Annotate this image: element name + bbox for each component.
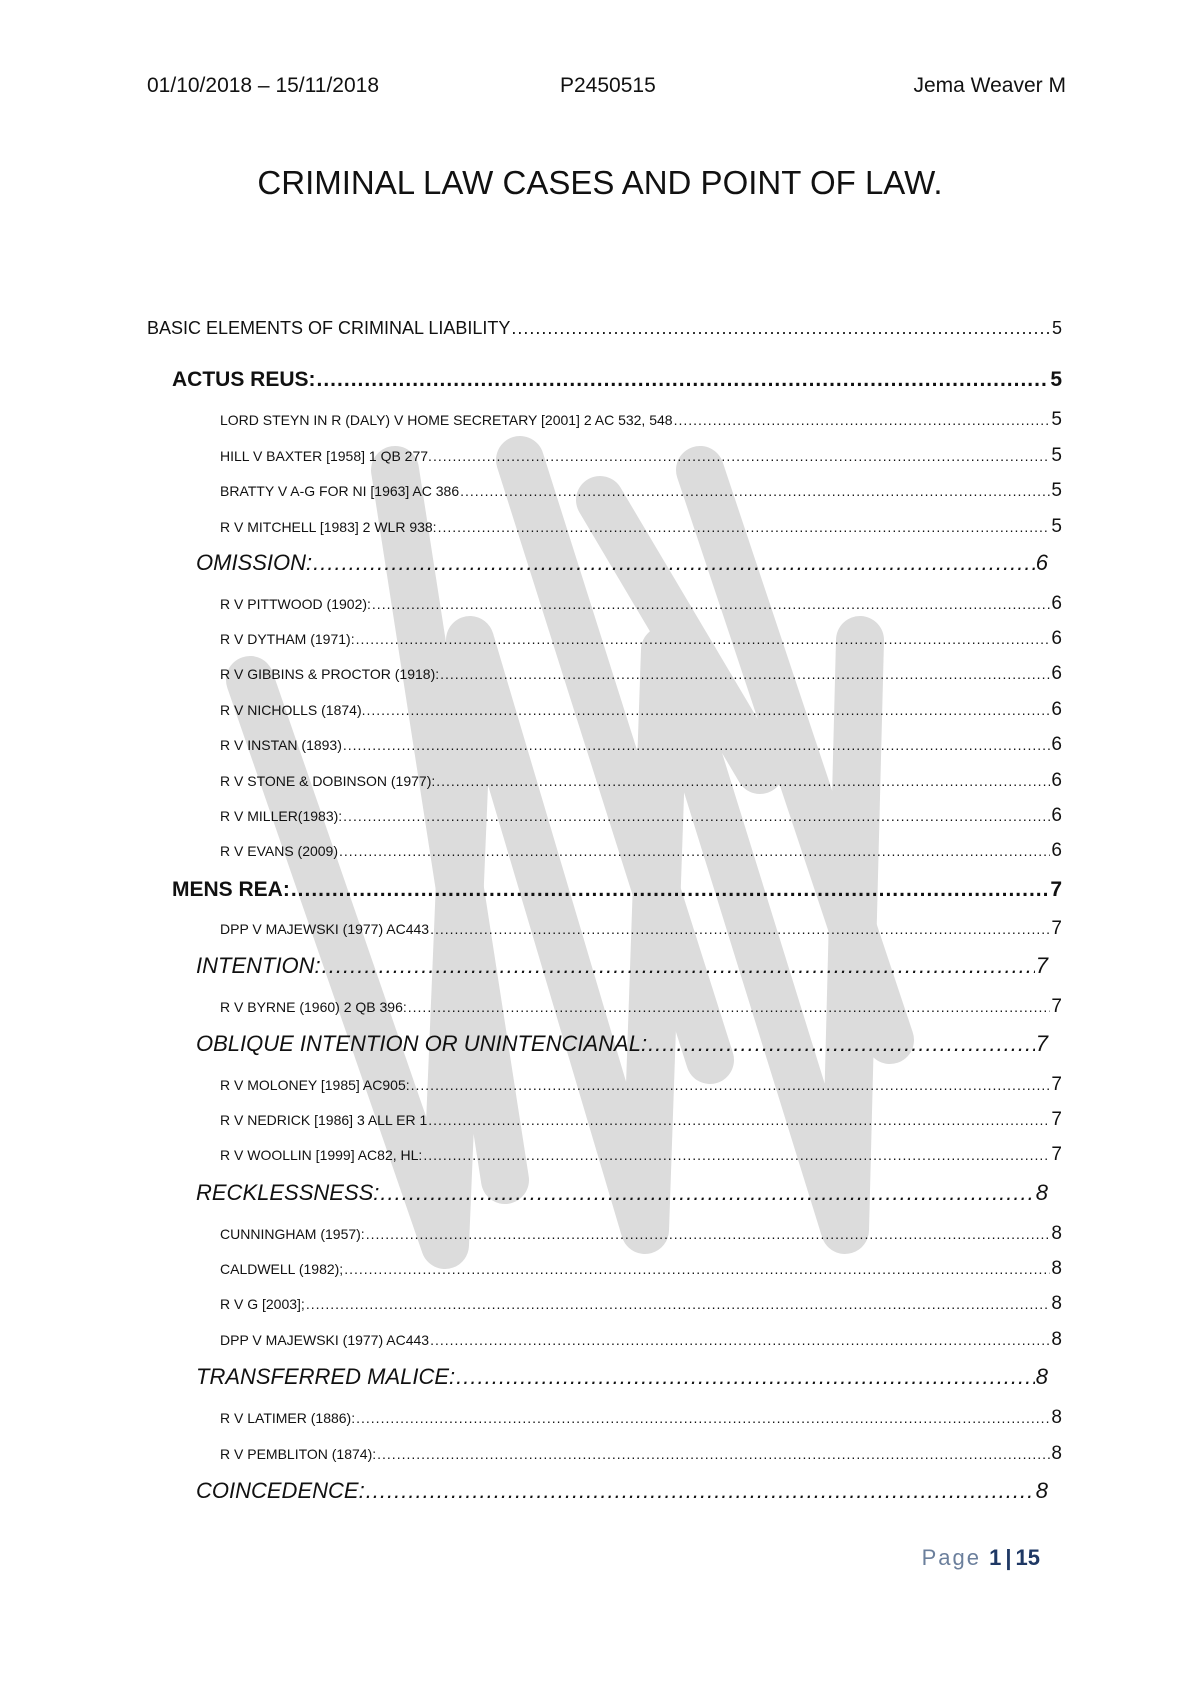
toc-entry[interactable]	[220, 918, 1062, 940]
toc-entry[interactable]	[220, 996, 1062, 1018]
toc-leader	[430, 921, 1050, 937]
toc-leader	[343, 808, 1050, 824]
toc-entry[interactable]	[220, 1223, 1062, 1245]
toc-leader	[313, 550, 1035, 576]
toc-entry-page: 7	[1051, 1074, 1062, 1095]
toc-entry[interactable]	[196, 550, 1048, 576]
toc-leader	[366, 1226, 1051, 1242]
toc-entry[interactable]	[220, 734, 1062, 756]
toc-leader	[648, 1031, 1035, 1057]
toc-entry[interactable]	[172, 368, 1062, 392]
toc-entry-label: ACTUS REUS:	[172, 368, 316, 391]
toc-entry-label: R V GIBBINS & PROCTOR (1918):	[220, 666, 440, 682]
toc-entry-label: R V DYTHAM (1971):	[220, 631, 355, 647]
footer-page-word: Page	[921, 1545, 981, 1570]
toc-entry-label: COINCEDENCE:	[196, 1478, 365, 1503]
toc-entry-page: 8	[1035, 1364, 1048, 1389]
toc-leader	[343, 737, 1051, 753]
toc-leader	[377, 1446, 1050, 1462]
header-dates: 01/10/2018 – 15/11/2018	[147, 74, 379, 97]
toc-entry-label: R V MILLER(1983):	[220, 808, 343, 824]
toc-entry-page: 7	[1035, 1031, 1048, 1056]
footer-current-page: 1	[989, 1545, 1002, 1570]
toc-entry-label: OBLIQUE INTENTION OR UNINTENCIANAL:	[196, 1031, 648, 1056]
toc-entry[interactable]	[220, 1329, 1062, 1351]
toc-entry[interactable]	[196, 1031, 1048, 1057]
toc-entry-label: LORD STEYN IN R (DALY) V HOME SECRETARY [2001] 2 AC 532, 548	[220, 412, 673, 428]
toc-entry[interactable]	[196, 953, 1048, 979]
toc-leader	[317, 368, 1050, 392]
toc-entry-label: TRANSFERRED MALICE:	[196, 1364, 456, 1389]
header-author: Jema Weaver M	[913, 74, 1066, 97]
toc-entry-label: RECKLESSNESS:	[196, 1180, 380, 1205]
toc-leader	[411, 1077, 1051, 1093]
toc-entry-label: R V G [2003];	[220, 1296, 305, 1312]
toc-entry-page: 7	[1051, 1109, 1062, 1130]
toc-entry-label: R V INSTAN (1893)	[220, 737, 342, 753]
toc-entry[interactable]	[220, 445, 1062, 467]
toc-entry[interactable]	[220, 1258, 1062, 1280]
toc-entry-page: 6	[1051, 734, 1062, 755]
toc-leader	[428, 1112, 1050, 1128]
toc-entry-page: 5	[1051, 516, 1062, 537]
toc-entry-label: R V BYRNE (1960) 2 QB 396:	[220, 999, 407, 1015]
toc-entry-label: R V LATIMER (1886):	[220, 1410, 356, 1426]
toc-entry-page: 5	[1051, 445, 1062, 466]
toc-entry-label: BASIC ELEMENTS OF CRIMINAL LIABILITY	[147, 318, 511, 338]
toc-entry-page: 8	[1051, 1258, 1062, 1279]
toc-entry[interactable]	[147, 318, 1062, 339]
toc-entry-label: R V MITCHELL [1983] 2 WLR 938:	[220, 519, 437, 535]
toc-entry-page: 6	[1051, 770, 1062, 791]
toc-entry[interactable]	[220, 628, 1062, 650]
toc-entry-page: 5	[1050, 368, 1062, 391]
toc-leader	[291, 878, 1049, 902]
toc-entry[interactable]	[196, 1364, 1048, 1390]
toc-entry-label: DPP V MAJEWSKI (1977) AC443	[220, 1332, 430, 1348]
toc-entry-label: R V WOOLLIN [1999] AC82, HL:	[220, 1147, 423, 1163]
toc-entry[interactable]	[220, 663, 1062, 685]
toc-entry[interactable]	[220, 1407, 1062, 1429]
toc-leader	[367, 702, 1051, 718]
toc-leader	[408, 999, 1051, 1015]
toc-leader	[372, 596, 1051, 612]
toc-entry-page: 8	[1051, 1293, 1062, 1314]
toc-entry[interactable]	[220, 699, 1062, 721]
footer-separator: |	[1005, 1545, 1012, 1570]
page-number-footer	[922, 1545, 1040, 1571]
toc-entry[interactable]	[220, 1074, 1062, 1096]
toc-leader	[456, 1364, 1035, 1390]
toc-entry-label: MENS REA:	[172, 878, 290, 901]
toc-leader	[380, 1180, 1034, 1206]
toc-entry-label: DPP V MAJEWSKI (1977) AC443	[220, 921, 430, 937]
toc-entry-page: 6	[1051, 840, 1062, 861]
toc-entry[interactable]	[220, 840, 1062, 862]
toc-entry[interactable]	[196, 1478, 1048, 1504]
toc-entry[interactable]	[196, 1180, 1048, 1206]
toc-entry[interactable]	[172, 878, 1062, 902]
toc-entry-page: 5	[1051, 480, 1062, 501]
toc-entry-page: 6	[1051, 593, 1062, 614]
toc-entry-page: 6	[1051, 699, 1062, 720]
toc-entry-label: CALDWELL (1982);	[220, 1261, 344, 1277]
toc-leader	[306, 1296, 1051, 1312]
toc-entry[interactable]	[220, 516, 1062, 538]
toc-entry-page: 8	[1051, 1443, 1062, 1464]
toc-entry-page: 5	[1051, 409, 1062, 430]
toc-entry-label: R V PITTWOOD (1902):	[220, 596, 371, 612]
toc-leader	[423, 1147, 1050, 1163]
toc-entry-page: 7	[1051, 918, 1062, 939]
toc-entry-label: R V STONE & DOBINSON (1977):	[220, 773, 436, 789]
toc-entry-label: R V EVANS (2009)	[220, 843, 339, 859]
toc-entry-label: CUNNINGHAM (1957):	[220, 1226, 365, 1242]
toc-entry-page: 8	[1035, 1180, 1048, 1205]
toc-entry-label: HILL V BAXTER [1958] 1 QB 277.	[220, 448, 432, 464]
toc-entry-page: 5	[1051, 318, 1062, 338]
toc-entry-page: 7	[1051, 996, 1062, 1017]
toc-entry-page: 6	[1035, 550, 1048, 575]
toc-entry-label: BRATTY V A-G FOR NI [1963] AC 386	[220, 483, 460, 499]
toc-entry-page: 6	[1051, 628, 1062, 649]
header-id: P2450515	[560, 74, 656, 97]
toc-leader	[674, 412, 1051, 428]
page-title: CRIMINAL LAW CASES AND POINT OF LAW.	[257, 164, 943, 201]
toc-entry-page: 8	[1035, 1478, 1048, 1503]
toc-entry[interactable]	[220, 1443, 1062, 1465]
toc-entry[interactable]	[220, 805, 1062, 827]
toc-entry[interactable]	[220, 1144, 1062, 1166]
toc-entry-label: R V MOLONEY [1985] AC905:	[220, 1077, 410, 1093]
footer-total-pages: 15	[1015, 1545, 1040, 1570]
toc-entry-label: R V NEDRICK [1986] 3 ALL ER 1	[220, 1112, 428, 1128]
toc-entry-label: R V NICHOLLS (1874).	[220, 702, 366, 718]
toc-entry-page: 6	[1051, 805, 1062, 826]
toc-entry[interactable]	[220, 593, 1062, 615]
toc-leader	[430, 1332, 1050, 1348]
toc-leader	[339, 843, 1050, 859]
toc-entry-page: 7	[1050, 878, 1062, 901]
toc-entry-page: 8	[1051, 1329, 1062, 1350]
toc-leader	[366, 1478, 1035, 1504]
toc-leader	[438, 519, 1051, 535]
toc-entry-page: 6	[1051, 663, 1062, 684]
toc-leader	[356, 631, 1051, 647]
toc-entry[interactable]	[220, 480, 1062, 502]
toc-entry-label: R V PEMBLITON (1874):	[220, 1446, 377, 1462]
toc-entry-label: INTENTION:	[196, 953, 321, 978]
toc-leader	[433, 448, 1050, 464]
toc-leader	[460, 483, 1050, 499]
toc-leader	[440, 666, 1050, 682]
toc-entry[interactable]	[220, 1109, 1062, 1131]
toc-leader	[356, 1410, 1050, 1426]
toc-entry[interactable]	[220, 409, 1062, 431]
toc-entry-page: 8	[1051, 1407, 1062, 1428]
toc-leader	[344, 1261, 1050, 1277]
toc-entry-page: 7	[1035, 953, 1048, 978]
toc-entry-page: 8	[1051, 1223, 1062, 1244]
toc-leader	[436, 773, 1050, 789]
toc-leader	[322, 953, 1035, 979]
toc-entry-label: OMISSION:	[196, 550, 313, 575]
toc-entry-page: 7	[1051, 1144, 1062, 1165]
toc-leader	[511, 318, 1051, 339]
toc-entry[interactable]	[220, 1293, 1062, 1315]
toc-entry[interactable]	[220, 770, 1062, 792]
